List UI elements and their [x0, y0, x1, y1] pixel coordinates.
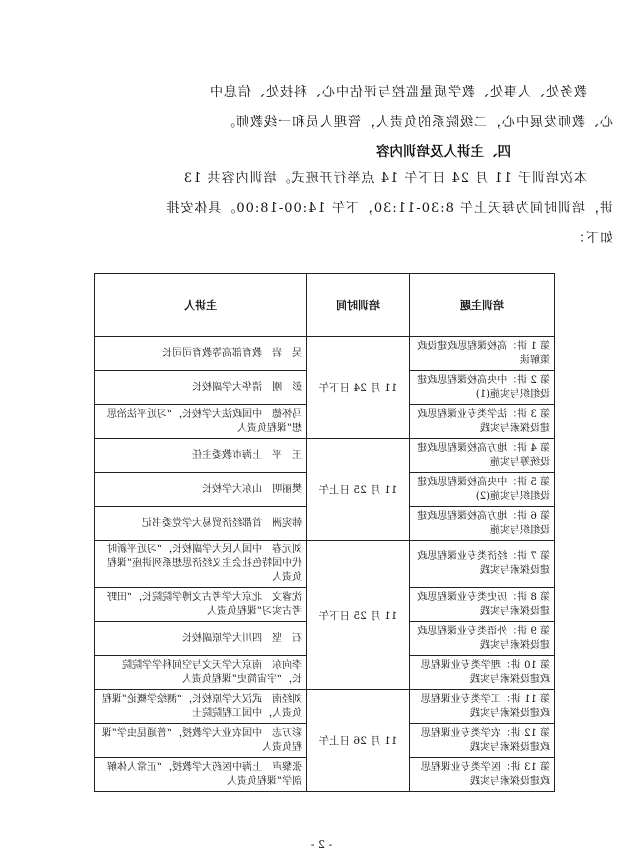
- page-number: - 2 -: [310, 838, 333, 851]
- time-cell: 11 月 25 日上午: [307, 439, 410, 541]
- table-row: [95, 541, 555, 588]
- speaker-cell: 刘元春 中国人民大学副校长，“习近平新时代中国特色社会主义经济思想系列讲座”课程负责人: [95, 541, 307, 588]
- speaker-cell: 张黎声 上海中医药大学教授，“正常人体解剖学”课程负责人: [95, 758, 307, 792]
- table-row: [95, 690, 555, 724]
- section-heading: 四、主讲人及培训内容: [376, 144, 511, 160]
- speaker-cell: 石 坚 四川大学原副校长: [95, 622, 307, 656]
- intro-line-1: 教务处、人事处、教学质量监控与评估中心、科技处、信息中: [208, 85, 587, 100]
- topic-cell: 第 3 讲：法学类专业课程思政建设探索与实践: [409, 405, 554, 439]
- intro-paragraph: [73, 78, 613, 138]
- topic-cell: 第 11 讲：工学类专业课程思政建设探索与实践: [409, 690, 554, 724]
- topic-cell: 第 12 讲：农学类专业课程思政建设探索与实践: [409, 724, 554, 758]
- topic-cell: 第 7 讲：经济类专业课程思政建设探索与实践: [409, 541, 554, 588]
- speaker-cell: 沈睿文 北京大学考古文博学院院长，“田野考古实习”课程负责人: [95, 588, 307, 622]
- topic-cell: 第 8 讲：历史类专业课程思政建设探索与实践: [409, 588, 554, 622]
- arrangement-paragraph: [53, 164, 613, 254]
- speaker-cell: 王 平 上海市教委主任: [95, 439, 307, 473]
- topic-cell: 第 10 讲：理学类专业课程思政建设探索与实践: [409, 656, 554, 690]
- topic-cell: 第 9 讲：外语类专业课程思政建设探索与实践: [409, 622, 554, 656]
- training-schedule-table: [94, 273, 555, 792]
- header-speaker: 主讲人: [95, 274, 307, 337]
- topic-cell: 第 2 讲：中央高校课程思政建设组织与实施(1): [409, 371, 554, 405]
- header-time: 培训时间: [307, 274, 410, 337]
- topic-cell: 第 5 讲：中央高校课程思政建设组织与实施(2): [409, 473, 554, 507]
- speaker-cell: 李向东 南京大学天文与空间科学学院院长，“宇宙简史”课程负责人: [95, 656, 307, 690]
- time-cell: 11 月 24 日下午: [307, 337, 410, 439]
- topic-cell: 第 6 讲：地方高校课程思政建设组织与实施: [409, 507, 554, 541]
- speaker-cell: 刘经南 武汉大学原校长，“测绘学概论”课程负责人，中国工程院院士: [95, 690, 307, 724]
- speaker-cell: 彩万志 中国农业大学教授，“普通昆虫学”课程负责人: [95, 724, 307, 758]
- time-cell: 11 月 25 日下午: [307, 541, 410, 690]
- speaker-cell: 彭 刚 清华大学副校长: [95, 371, 307, 405]
- intro-line-2: 心、教师发展中心，二级院系的负责人，管理人员和一线教师。: [220, 115, 613, 130]
- table-row: [95, 439, 555, 473]
- table-row: [95, 337, 555, 371]
- speaker-cell: 韩宪洲 首都经济贸易大学党委书记: [95, 507, 307, 541]
- topic-cell: 第 1 讲：高校课程思政建设政策解读: [409, 337, 554, 371]
- speaker-cell: 马怀德 中国政法大学校长，“习近平法治思想”课程负责人: [95, 405, 307, 439]
- time-cell: 11 月 26 日上午: [307, 690, 410, 792]
- topic-cell: 第 13 讲：医学类专业课程思政建设探索与实践: [409, 758, 554, 792]
- speaker-cell: 樊丽明 山东大学校长: [95, 473, 307, 507]
- header-topic: 培训主题: [409, 274, 554, 337]
- arrangement-line-2: 讲，培训时间为每天上午 8:30-11:30，下午 14:00-18:00。具体安排: [165, 201, 613, 216]
- arrangement-line-3: 如下：: [570, 231, 613, 246]
- speaker-cell: 吴 岩 教育部高等教育司司长: [95, 337, 307, 371]
- table-header-row: [95, 274, 555, 337]
- topic-cell: 第 4 讲：地方高校课程思政建设统筹与实施: [409, 439, 554, 473]
- arrangement-line-1: 本次培训于 11 月 24 日下午 14 点举行开班式。培训内容共 13: [182, 171, 587, 186]
